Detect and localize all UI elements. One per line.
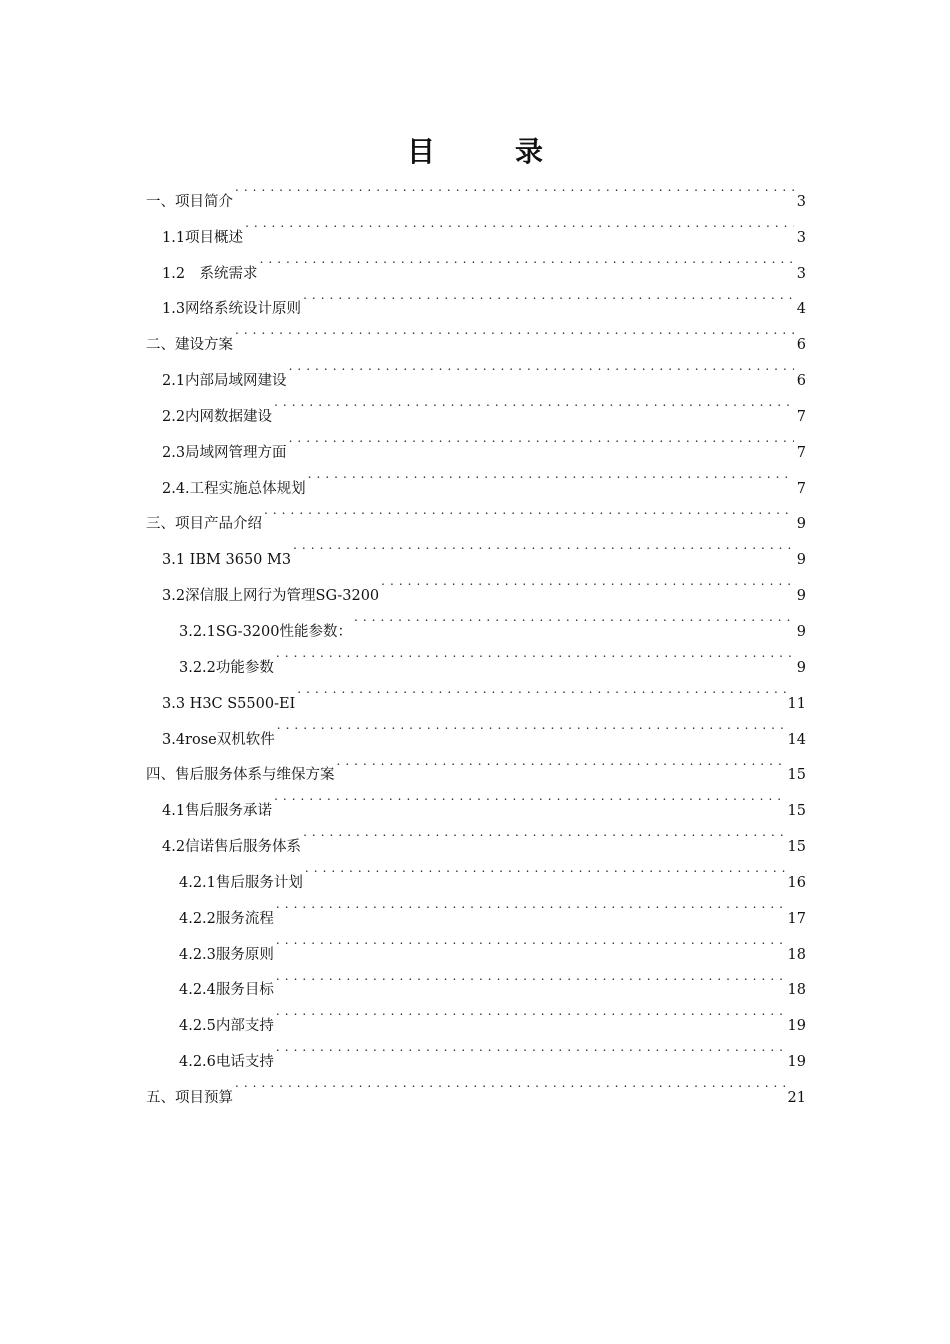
toc-dot-leader <box>305 851 786 887</box>
toc-page-number: 17 <box>787 910 806 927</box>
toc-entry-text: 1.1项目概述 <box>162 229 244 246</box>
toc-dot-leader <box>381 564 794 600</box>
toc-entry-text: 4.1售后服务承诺 <box>162 803 273 820</box>
toc-entry[interactable] <box>146 313 806 354</box>
toc-entry-text: 4.2信诺售后服务体系 <box>162 839 302 856</box>
toc-entry-text: 2.4.工程实施总体规划 <box>162 480 306 497</box>
toc-dot-leader <box>289 349 794 385</box>
toc-dot-leader <box>235 313 794 349</box>
toc-page-number: 16 <box>787 874 806 891</box>
toc-page-number: 9 <box>796 588 806 605</box>
toc-dot-leader <box>274 779 785 815</box>
toc-entry[interactable] <box>146 349 806 390</box>
toc-page-number: 3 <box>796 229 806 246</box>
toc-entry-text: 2.3局域网管理方面 <box>162 444 287 461</box>
toc-entry[interactable] <box>146 206 806 246</box>
toc-page-number: 9 <box>796 552 806 569</box>
toc-page-number: 11 <box>787 695 806 712</box>
toc-dot-leader <box>297 672 785 708</box>
toc-dot-leader <box>276 994 786 1030</box>
toc-page-number: 3 <box>796 193 806 210</box>
toc-entry[interactable] <box>146 1066 806 1106</box>
toc-dot-leader <box>235 1066 786 1102</box>
toc-page-number: 7 <box>796 480 806 497</box>
toc-dot-leader <box>308 457 794 493</box>
toc-dot-leader <box>293 528 794 564</box>
toc-page-number: 9 <box>796 659 806 676</box>
toc-dot-leader <box>276 1030 786 1066</box>
toc-dot-leader <box>274 385 794 421</box>
toc-entry-text: 4.2.1售后服务计划 <box>179 874 303 891</box>
toc-entry-text: 3.3 H3C S5500-EI <box>162 695 296 712</box>
toc-entry-text: 4.2.4服务目标 <box>179 982 274 999</box>
toc-page-number: 19 <box>787 1018 806 1035</box>
toc-entry-text: 一、项目简介 <box>146 193 233 210</box>
toc-entry-text: 四、售后服务体系与维保方案 <box>146 767 335 784</box>
toc-dot-leader <box>276 887 786 923</box>
toc-page-number: 9 <box>796 623 806 640</box>
toc-page-number: 3 <box>796 265 806 282</box>
toc-entry-text: 3.2.1SG-3200性能参数： <box>179 623 352 640</box>
toc-entry-text: 1.3网络系统设计原则 <box>162 301 302 318</box>
toc-entry[interactable] <box>146 170 806 210</box>
toc-entry-text: 4.2.6电话支持 <box>179 1054 274 1071</box>
toc-entry-text: 3.1 IBM 3650 M3 <box>162 552 292 569</box>
toc-page-number: 4 <box>796 301 806 318</box>
toc-page-number: 7 <box>796 444 806 461</box>
toc-page-number: 21 <box>787 1089 806 1106</box>
toc-page-number: 6 <box>796 373 806 390</box>
toc-dot-leader <box>260 242 794 278</box>
toc-entry-text: 3.4rose双机软件 <box>162 731 275 748</box>
toc-entry-text: 五、项目预算 <box>146 1089 233 1106</box>
toc-dot-leader <box>289 421 794 457</box>
toc-dot-leader <box>235 170 794 206</box>
toc-entry-text: 三、项目产品介绍 <box>146 516 262 533</box>
toc-page-number: 15 <box>787 767 806 784</box>
toc-dot-leader <box>276 636 794 672</box>
toc-page-number: 15 <box>787 839 806 856</box>
toc-page-number: 7 <box>796 408 806 425</box>
toc-dot-leader <box>245 206 794 242</box>
toc-entry-text: 2.2内网数据建设 <box>162 408 273 425</box>
toc-entry-text: 4.2.5内部支持 <box>179 1018 274 1035</box>
toc-entry[interactable] <box>146 242 806 282</box>
toc-dot-leader <box>303 278 794 314</box>
toc-dot-leader <box>277 708 786 744</box>
toc-page-number: 15 <box>787 803 806 820</box>
toc-page-number: 19 <box>787 1054 806 1071</box>
toc-page-number: 9 <box>796 516 806 533</box>
toc-entry-text: 3.2深信服上网行为管理SG-3200 <box>162 588 380 605</box>
table-of-contents <box>146 170 806 1106</box>
toc-dot-leader <box>276 959 786 995</box>
toc-entry-text: 4.2.2服务流程 <box>179 910 274 927</box>
toc-title: 目 录 <box>406 135 569 168</box>
toc-entry-text: 二、建设方案 <box>146 337 233 354</box>
toc-dot-leader <box>337 744 786 780</box>
toc-entry-text: 1.2 系统需求 <box>162 265 258 282</box>
toc-page-number: 14 <box>787 731 806 748</box>
toc-entry-text: 3.2.2功能参数 <box>179 659 274 676</box>
toc-page-number: 18 <box>787 946 806 963</box>
toc-dot-leader <box>354 600 794 636</box>
toc-dot-leader <box>303 815 785 851</box>
toc-dot-leader <box>276 923 786 959</box>
toc-page-number: 18 <box>787 982 806 999</box>
toc-entry-text: 4.2.3服务原则 <box>179 946 274 963</box>
toc-dot-leader <box>264 493 794 529</box>
toc-entry-text: 2.1内部局域网建设 <box>162 373 287 390</box>
toc-page-number: 6 <box>796 337 806 354</box>
